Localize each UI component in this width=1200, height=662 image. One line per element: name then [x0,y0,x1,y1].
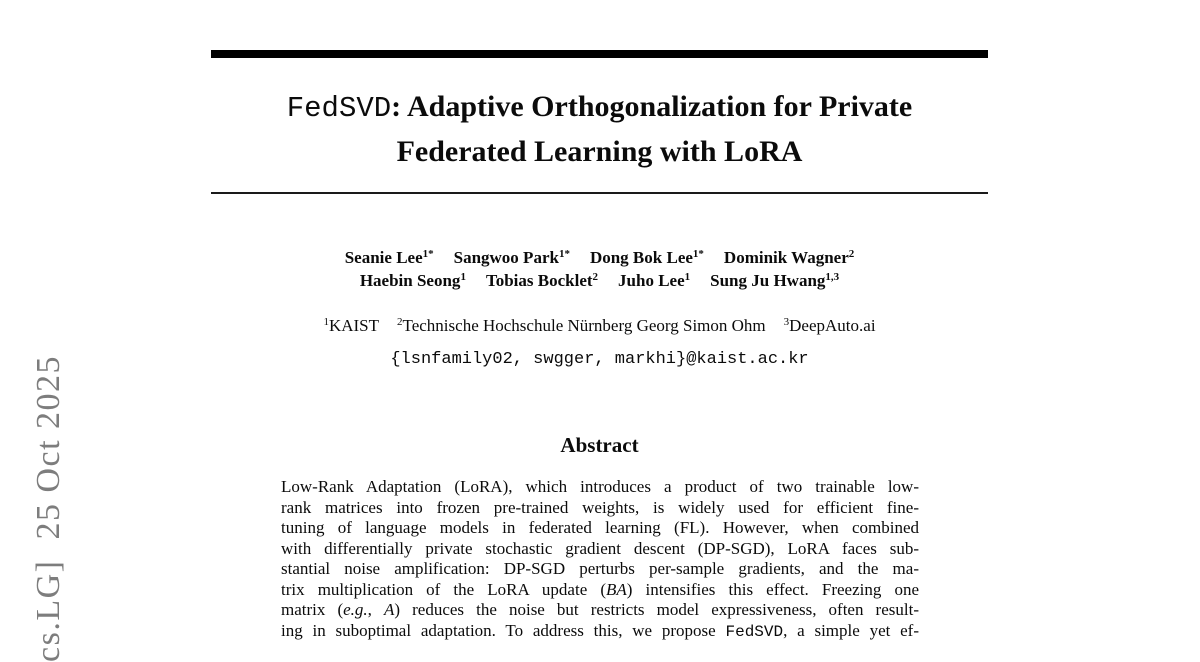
author: Sung Ju Hwang$^{1,3}$ [710,271,840,290]
title-top-rule [211,50,988,58]
abstract-line: stantial noise amplification: DP-SGD perturbs per-sample gradients, and the ma- [281,559,919,578]
math-term: BA [606,579,627,599]
abstract-line: matrix (e.g., A) reduces the noise but restricts model expressiveness, often result- [281,600,919,619]
author-affil-mark: 1 [684,271,691,283]
title-line-1 [211,85,988,130]
abstract-line: rank matrices into frozen pre-trained weights, is widely used for efficient fine- [281,497,919,517]
paper-title [211,85,988,173]
author-affil-mark: 2 [592,271,599,283]
author: Seanie Lee$^{1*}$ [344,248,434,267]
author: Tobias Bocklet$^2$ [485,271,599,290]
author: Sangwoo Park$^{1*}$ [453,248,570,267]
affiliation-mark: 1 [323,316,329,328]
title-method-name: FedSVD [286,92,392,125]
author: Dominik Wagner$^2$ [723,248,855,267]
author-affil-mark: 1 [460,271,466,283]
math-term: A [384,600,395,619]
author: Haebin Seong$^1$ [359,271,466,290]
abstract-line: ing in suboptimal adaptation. To address this, we propose FedSVD, a simple yet ef- [281,620,920,641]
affiliation-mark: 2 [397,316,403,328]
method-name: FedSVD [725,622,784,641]
abstract-text [281,477,919,642]
latin-abbrev: e.g. [343,600,368,619]
author-line-2 [161,269,1038,292]
author-affil-mark: 2 [848,248,855,260]
author: Juho Lee$^1$ [618,271,691,290]
abstract-line: with differentially private stochastic gradient descent (DP-SGD), LoRA faces sub- [281,538,919,558]
abstract-line: tuning of language models in federated learning (FL). However, when combined [281,518,919,537]
affiliation-line [161,315,1038,336]
title-line-2: Federated Learning with LoRA [396,135,803,168]
abstract-line: Low-Rank Adaptation (LoRA), which introduces a product of two trainable low- [281,477,919,496]
title-line-1-rest: : Adaptive Orthogonalization for Private [391,90,913,123]
author: Dong Bok Lee$^{1*}$ [589,248,704,267]
abstract-heading: Abstract [560,433,639,457]
contact-email: {lsnfamily02, swgger, markhi}@kaist.ac.kr [390,350,809,369]
title-bottom-rule [211,192,988,194]
author-affil-mark: 1* [422,248,434,260]
author-affil-mark: 1* [558,248,570,260]
affiliation: $^3$DeepAuto.ai [783,316,876,335]
author-block [161,246,1038,292]
author-affil-mark: 1* [692,248,704,260]
author-line-1 [161,246,1038,269]
author-affil-mark: 1,3 [825,271,840,283]
affiliation: $^1$KAIST [323,316,380,335]
arxiv-watermark: cs.LG] 25 Oct 2025 [30,354,67,662]
affiliation: $^2$Technische Hochschule Nürnberg Georg Simon Ohm [397,316,766,335]
abstract-line: trix multiplication of the LoRA update (BA) intensifies this effect. Freezing one [281,579,920,599]
affiliation-mark: 3 [783,316,790,328]
